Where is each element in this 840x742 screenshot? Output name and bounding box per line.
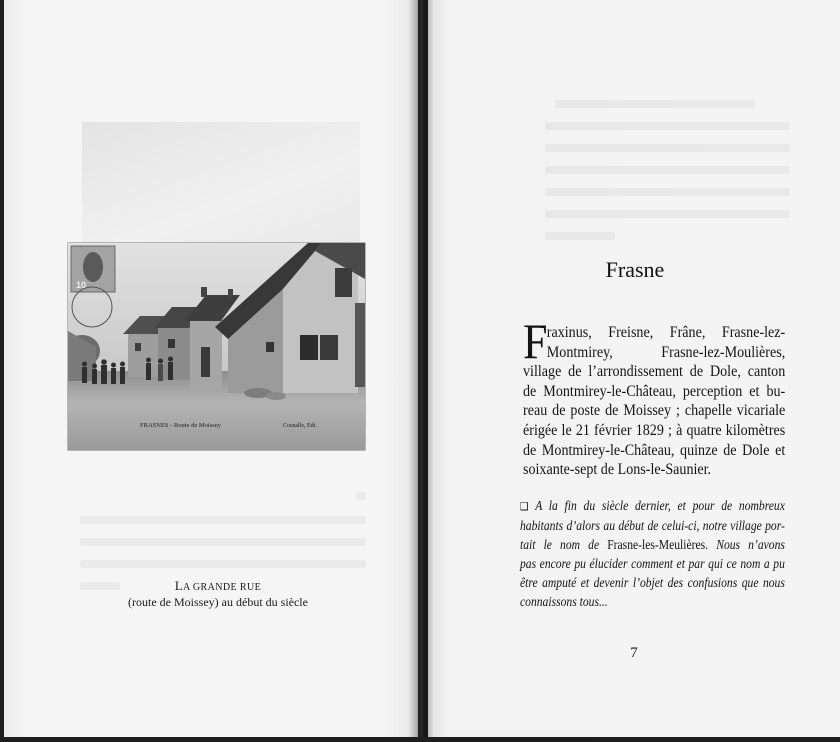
paragraph-line: village de l’arrondissement de Dole, canton bbox=[523, 363, 786, 381]
postage-stamp-figure bbox=[83, 252, 103, 282]
note-line bbox=[520, 496, 785, 516]
book-gutter bbox=[408, 0, 434, 737]
chapter-title: Frasne bbox=[605, 257, 665, 282]
photo-chimney bbox=[228, 289, 233, 297]
postcard-photo bbox=[68, 243, 365, 450]
photo-house-wall bbox=[158, 325, 192, 380]
caption-title: LA GRANDE RUE bbox=[174, 579, 262, 593]
bleed-through-line bbox=[545, 210, 790, 218]
bleed-through-photo-shadow bbox=[82, 122, 360, 247]
note-line: connaissons tous... bbox=[520, 594, 608, 609]
note-line bbox=[520, 535, 785, 554]
bleed-through-line bbox=[545, 166, 790, 174]
bleed-through-line bbox=[80, 560, 366, 568]
note-text: tait le nom de bbox=[520, 537, 600, 552]
bleed-through-line bbox=[545, 188, 790, 196]
paragraph-line: de Montmirey-le-Château, perception et bu- bbox=[523, 382, 786, 400]
postcard-photo-drawing bbox=[68, 243, 365, 450]
caption-subtitle: (route de Moissey) au début du siècle bbox=[128, 595, 308, 609]
photo-caption bbox=[108, 579, 328, 610]
note-paragraph bbox=[520, 496, 785, 611]
paragraph-line: reau de poste de Moissey ; chapelle vicariale bbox=[523, 402, 786, 420]
paragraph-line: raxinus, Freisne, Frâne, Frasne-lez- bbox=[546, 324, 786, 341]
note-text: A la fin du siècle dernier, et pour de nombreux bbox=[535, 498, 785, 513]
bleed-through-line bbox=[555, 100, 755, 108]
paragraph-line: soixante-sept de Lons-le-Saunier. bbox=[523, 461, 712, 479]
bleed-through-line bbox=[356, 492, 366, 500]
photo-house-window bbox=[168, 339, 175, 348]
photo-house-window bbox=[135, 343, 141, 351]
note-line: habitants d’alors au début de celui-ci, notre village por- bbox=[520, 518, 785, 533]
photo-stones bbox=[266, 392, 286, 400]
intro-paragraph bbox=[523, 313, 786, 480]
paragraph-line: Montmirey, Frasne-lez-Moulières, bbox=[546, 343, 786, 361]
postage-stamp-value: 10 bbox=[76, 280, 87, 290]
note-line: pas encore pu élucider comment et par qui ce nom a pu bbox=[520, 556, 785, 571]
postcard-publisher: Cosnalle, Edt. bbox=[283, 423, 317, 429]
note-text: Nous n’avons bbox=[716, 537, 785, 552]
paragraph-line: de Montmirey-le-Château, quinze de Dole et bbox=[523, 441, 786, 459]
note-box-icon: ❑ bbox=[520, 500, 529, 513]
photo-chimney bbox=[201, 287, 207, 297]
bleed-through-line bbox=[545, 122, 790, 130]
bleed-through-line bbox=[545, 144, 790, 152]
bleed-through-line bbox=[80, 538, 366, 546]
photo-big-house-window bbox=[335, 268, 352, 297]
paragraph-line: érigée le 21 février 1829 ; à quatre kilomètres bbox=[523, 421, 786, 439]
photo-house-door bbox=[201, 347, 210, 377]
photo-right-edge-building bbox=[355, 303, 365, 387]
bleed-through-line bbox=[80, 516, 366, 524]
bleed-through-line bbox=[545, 232, 615, 240]
drop-cap: F bbox=[523, 313, 548, 369]
village-old-name: Frasne-les-Meulières. bbox=[607, 537, 709, 552]
note-line: être amputé et devenir l’objet des confusions que nous bbox=[520, 575, 785, 590]
photo-big-house-window bbox=[320, 335, 338, 360]
page-number: 7 bbox=[630, 645, 638, 661]
photo-big-house-window bbox=[300, 335, 318, 360]
photo-big-house-small-window bbox=[266, 342, 274, 352]
photo-house-wall bbox=[128, 331, 158, 377]
postcard-title: FRASNES - Route de Moissey bbox=[140, 422, 221, 429]
